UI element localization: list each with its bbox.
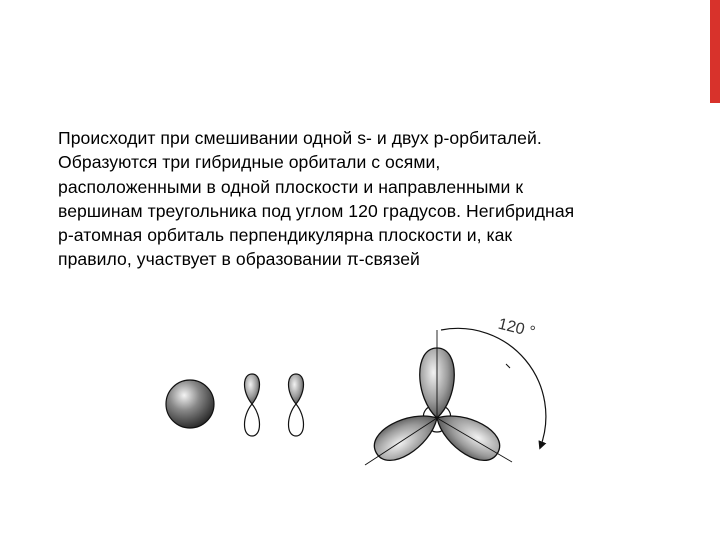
p-orbital-2 [289,374,304,436]
s-orbital-sphere [166,380,214,428]
p-orbital-1 [245,374,260,436]
angle-label: 120 ° [496,315,537,342]
sp2-hybrid-orbitals [365,328,546,468]
orbital-illustration [150,300,570,480]
accent-bar [710,0,720,103]
body-text: Происходит при смешивании одной s- и двух p-орбиталей. Образуются три гибридные орбитали с осями, расположенными в одной плоскости и направленными к вершинам треугольника под углом 120 градусов. Негибридная p-атомная орбиталь перпендикулярна плоскости и, как правило, участвует в образовании π-связей [58,128,575,270]
